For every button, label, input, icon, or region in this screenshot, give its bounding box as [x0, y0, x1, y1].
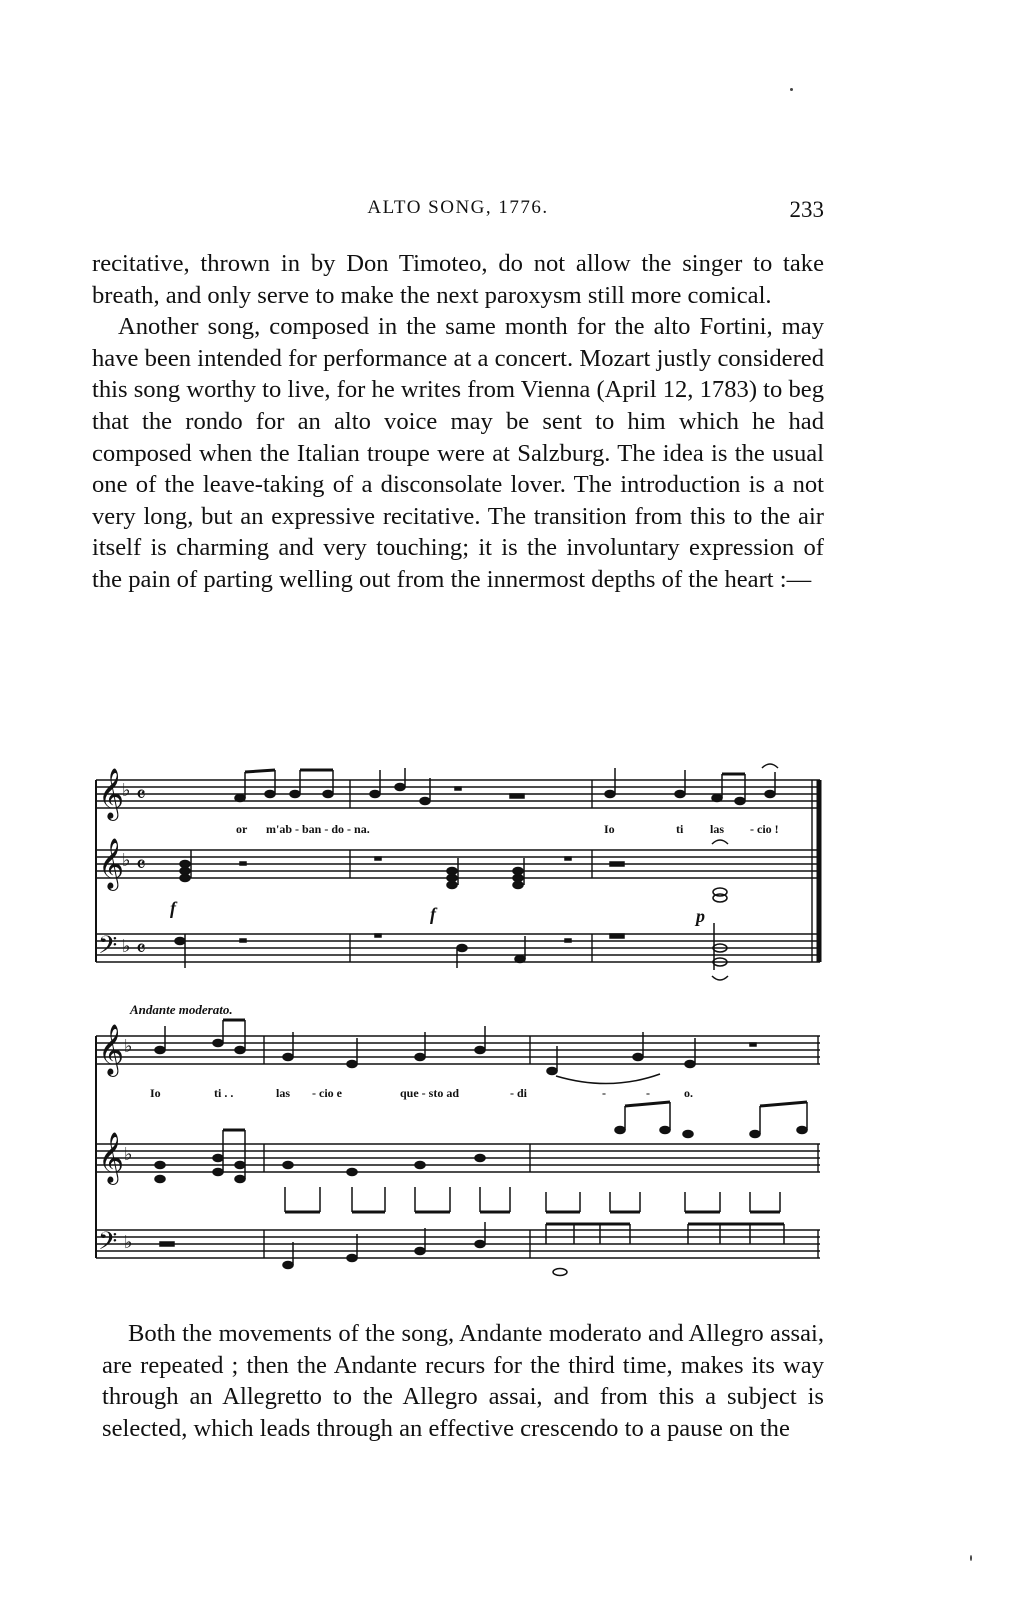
svg-text:𝄴: 𝄴	[136, 853, 146, 878]
upper-sixteenths	[615, 1102, 807, 1138]
lyric-o: o.	[684, 1086, 693, 1100]
svg-text:♭: ♭	[122, 936, 131, 957]
staff-voice	[96, 780, 820, 808]
page-number: 233	[789, 197, 824, 222]
music-example-2	[90, 1002, 830, 1302]
lyric-dash-1: -	[602, 1086, 606, 1100]
paragraph-another-song: Another song, composed in the same month for the alto Fortini, may have been intended for performance at a concert. Mozart justly considered this song worthy to live, for he writes from Vienna (April 12, 1783) to beg that the rondo for an alto voice may be sent to him which he had composed when the Italian troupe were at Salzburg. The idea is the usual one of the leave-taking of a disconsolate lover. The introduction is a not very long, but an expressive recitative. The transition from this to the air itself is charming and very touching; it is the involuntary expression of the pain of parting welling out from the innermost depths of the heart :—	[92, 313, 824, 593]
dynamic-forte-1: f	[170, 898, 176, 918]
paragraph-continuation: recitative, thrown in by Don Timoteo, do not allow the singer to take breath, and only serve to make the next paroxysm still more comical.	[92, 250, 824, 309]
lyric-io-2: Io	[150, 1086, 161, 1100]
staff-bass-2	[96, 1230, 820, 1258]
lyric-dash-2: -	[646, 1086, 650, 1100]
dynamic-piano: p	[696, 906, 705, 926]
svg-text:𝄞: 𝄞	[98, 768, 125, 819]
svg-text:♭: ♭	[124, 1232, 133, 1253]
svg-text:𝄢: 𝄢	[98, 1227, 118, 1262]
svg-text:𝄞: 𝄞	[98, 1132, 125, 1183]
lyric-mabbandona: m'ab - ban - do - na.	[266, 822, 370, 836]
dynamic-forte-2: f	[430, 904, 436, 924]
lyric-ti-2: ti . .	[214, 1086, 234, 1100]
svg-text:𝄢: 𝄢	[98, 931, 118, 966]
scan-speck	[790, 88, 793, 91]
svg-text:♭: ♭	[124, 1144, 133, 1165]
lyric-io: Io	[604, 822, 615, 836]
score-system-2	[90, 1002, 830, 1302]
running-head	[92, 197, 824, 227]
lyric-las: las	[710, 822, 725, 836]
lyric-or: or	[236, 822, 248, 836]
lyric-di: - di	[510, 1086, 528, 1100]
svg-text:𝄴: 𝄴	[136, 937, 146, 962]
staff-voice-2	[96, 1036, 820, 1064]
svg-text:♭: ♭	[124, 1036, 133, 1057]
body-text-top	[92, 248, 824, 596]
score-system-1	[90, 758, 830, 998]
tempo-marking: Andante moderato.	[130, 1002, 233, 1017]
svg-text:𝄞: 𝄞	[98, 838, 125, 889]
music-example-1	[90, 758, 830, 998]
svg-text:𝄞: 𝄞	[98, 1024, 125, 1075]
lyric-ti: ti	[676, 822, 684, 836]
lyric-cio: - cio !	[750, 822, 779, 836]
body-text-bottom	[102, 1318, 824, 1444]
svg-text:♭: ♭	[122, 780, 131, 801]
lyric-cioe: - cio e	[312, 1086, 342, 1100]
lyric-questo-ad: que - sto ad	[400, 1086, 460, 1100]
scan-speck	[970, 1555, 972, 1561]
svg-text:𝄴: 𝄴	[136, 783, 146, 808]
running-title: ALTO SONG, 1776.	[367, 197, 549, 218]
svg-text:♭: ♭	[122, 850, 131, 871]
lyric-las-2: las	[276, 1086, 291, 1100]
paragraph-movements: Both the movements of the song, Andante moderato and Allegro assai, are repeated ; then the Andante recurs for the third time, makes its way through an Allegretto to the Allegro assai, and from this a subject is selected, which leads through an effective crescendo to a pause on the	[102, 1320, 824, 1442]
staff-treble-2	[96, 1144, 820, 1172]
